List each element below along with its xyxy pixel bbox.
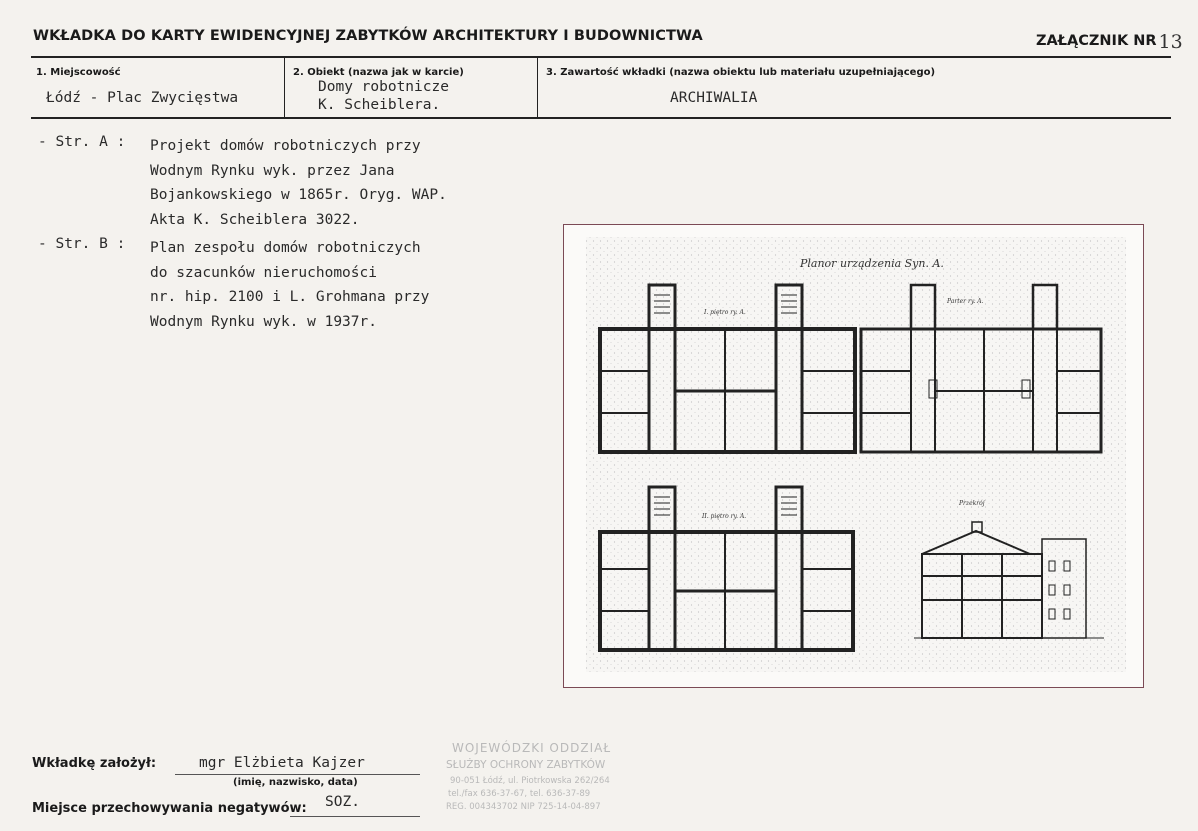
floor-plan-image	[564, 225, 1142, 686]
plan-label: Parter ry. A.	[947, 298, 984, 305]
object-value-line1: Domy robotnicze	[318, 79, 449, 95]
stamp-line: SŁUŻBY OCHRONY ZABYTKÓW	[446, 759, 606, 771]
storage-underline	[290, 816, 420, 817]
storage-value: SOZ.	[325, 794, 360, 810]
header-rule	[31, 56, 1171, 58]
item-line: Bojankowskiego w 1865r. Oryg. WAP.	[150, 187, 447, 203]
section-label: Przekrój	[959, 500, 985, 507]
institution-stamp	[432, 738, 652, 824]
contents-value: ARCHIWALIA	[670, 90, 758, 106]
founder-label: Wkładkę założył:	[32, 756, 157, 771]
contents-label: 3. Zawartość wkładki (nazwa obiektu lub materiału uzupełniającego)	[546, 67, 936, 78]
item-lead: - Str. A :	[38, 134, 126, 150]
annex-label: ZAŁĄCZNIK NR	[1036, 33, 1157, 49]
stamp-line: WOJEWÓDZKI ODDZIAŁ	[452, 741, 612, 755]
field-divider-1	[284, 57, 285, 118]
founder-value: mgr Elżbieta Kajzer	[199, 755, 365, 771]
fields-rule	[31, 117, 1171, 119]
item-lead: - Str. B :	[38, 236, 126, 252]
locality-value: Łódź - Plac Zwycięstwa	[46, 90, 239, 106]
contents-list	[38, 134, 447, 338]
plan-label: II. piętro ry. A.	[702, 513, 747, 520]
item-line: Wodnym Rynku wyk. w 1937r.	[150, 313, 377, 330]
founder-underline	[175, 774, 420, 775]
item-line: Wodnym Rynku wyk. przez Jana	[150, 162, 395, 179]
card-title: WKŁADKA DO KARTY EWIDENCYJNEJ ZABYTKÓW ARCHITEKTURY I BUDOWNICTWA	[33, 28, 703, 44]
stamp-line: 90-051 Łódź, ul. Piotrkowska 262/264	[450, 776, 610, 786]
annex-heading	[1036, 28, 1183, 53]
storage-label: Miejsce przechowywania negatywów:	[32, 801, 307, 816]
list-item	[38, 134, 447, 232]
item-line: Projekt domów robotniczych przy	[150, 138, 421, 154]
object-value-line2: K. Scheiblera.	[318, 97, 441, 113]
founder-hint: (imię, nazwisko, data)	[233, 777, 358, 788]
stamp-line: REG. 004343702 NIP 725-14-04-897	[446, 802, 601, 812]
drawing-caption: Planor urządzenia Syn. A.	[800, 257, 944, 270]
architectural-drawing	[563, 224, 1144, 688]
annex-number: 13	[1158, 31, 1183, 53]
object-label: 2. Obiekt (nazwa jak w karcie)	[293, 67, 464, 78]
field-divider-2	[537, 57, 538, 118]
item-line: Plan zespołu domów robotniczych	[150, 240, 421, 256]
stamp-line: tel./fax 636-37-67, tel. 636-37-89	[448, 789, 591, 799]
item-line: do szacunków nieruchomości	[150, 264, 377, 281]
stamp-image	[432, 738, 652, 824]
item-line: Akta K. Scheiblera 3022.	[150, 211, 360, 228]
item-line: nr. hip. 2100 i L. Grohmana przy	[150, 289, 430, 305]
list-item	[38, 236, 447, 334]
locality-label: 1. Miejscowość	[36, 67, 121, 78]
plan-label: I. piętro ry. A.	[704, 309, 746, 316]
